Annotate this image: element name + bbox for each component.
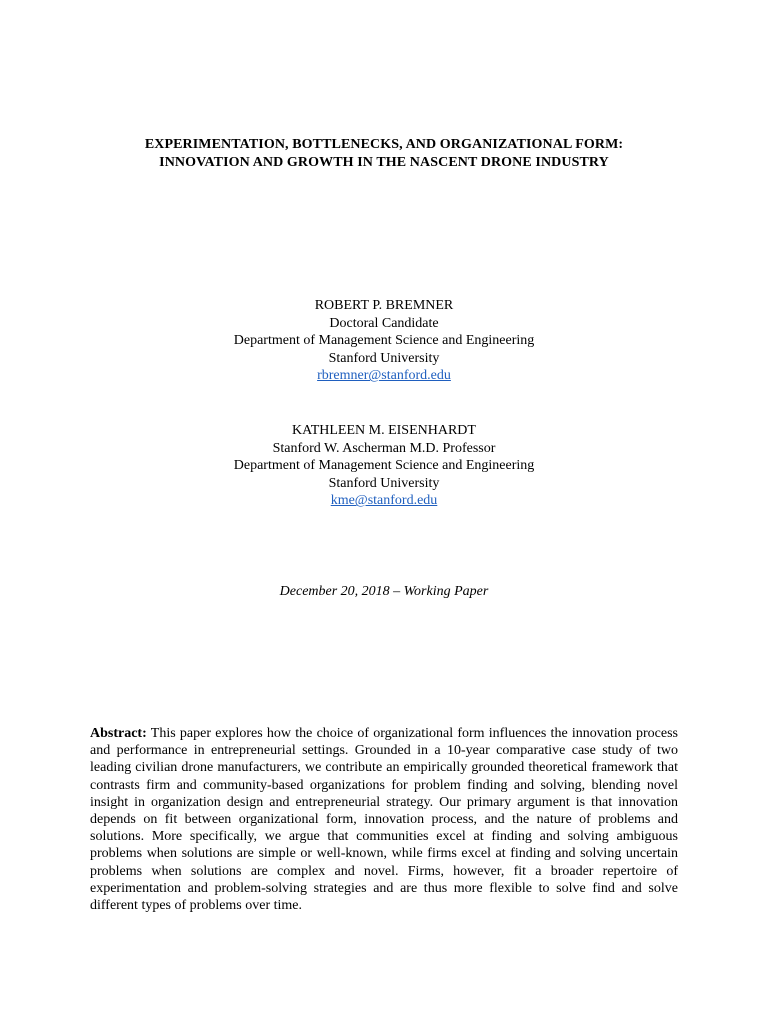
author-department: Department of Management Science and Engineering bbox=[233, 333, 535, 349]
author-department: Department of Management Science and Engineering bbox=[233, 458, 535, 474]
author-name: KATHLEEN M. EISENHARDT bbox=[292, 423, 476, 438]
abstract-label: Abstract: bbox=[90, 726, 147, 741]
paper-title bbox=[0, 136, 768, 172]
author-university: Stanford University bbox=[328, 475, 440, 491]
author-block-2 bbox=[0, 422, 768, 510]
abstract-text: This paper explores how the choice of organizational form influences the innovation process and performance in entrepreneurial settings. Grounded in a 10-year comparative case study of two leading civilian drone manufacturers, we contribute an empirically grounded theoretical framework that contrasts firm and community-based organizations for problem finding and solving, blending novel insight in organization design and entrepreneurial strategy. Our primary argument is that innovation depends on fit between organizational form, innovation process, and the nature of problems and solutions. More specifically, we argue that communities excel at finding and solving ambiguous problems when solutions are simple or well-known, while firms excel at finding and solving uncertain problems when solutions are complex and novel. Firms, however, fit a broader repertoire of experimentation and problem-solving strategies and are thus more flexible to solve find and solve different types of problems over time. bbox=[90, 726, 679, 914]
author-block-1 bbox=[0, 297, 768, 385]
abstract-paragraph bbox=[90, 725, 678, 914]
author-email-link[interactable]: kme@stanford.edu bbox=[330, 493, 438, 509]
author-position: Doctoral Candidate bbox=[329, 315, 439, 331]
author-email-link[interactable]: rbremner@stanford.edu bbox=[317, 368, 451, 384]
title-line-1: EXPERIMENTATION, BOTTLENECKS, AND ORGANIZATIONAL FORM: bbox=[144, 137, 624, 152]
author-position: Stanford W. Ascherman M.D. Professor bbox=[272, 440, 496, 456]
author-university: Stanford University bbox=[328, 350, 440, 366]
author-name: ROBERT P. BREMNER bbox=[314, 298, 454, 313]
date-line: December 20, 2018 – Working Paper bbox=[279, 584, 489, 599]
title-line-2: INNOVATION AND GROWTH IN THE NASCENT DRONE INDUSTRY bbox=[159, 155, 609, 170]
